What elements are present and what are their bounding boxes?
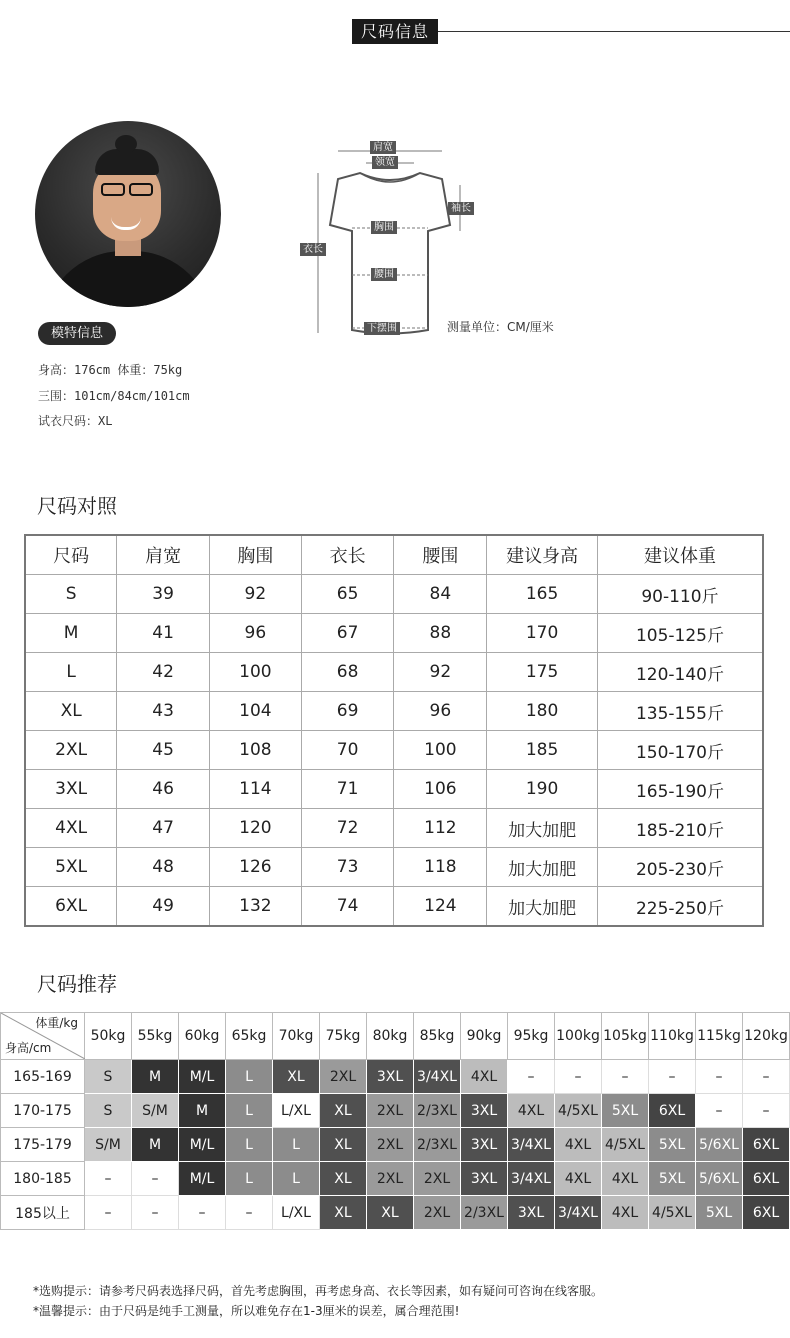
size-chart-cell: 74 [301,887,394,927]
size-chart-cell: 96 [209,614,301,653]
recommend-height-label: 180-185 [1,1162,85,1196]
section-title-size-info: 尺码信息 [352,19,438,44]
recommend-size-cell: 4XL [461,1060,508,1094]
size-chart-cell: 175 [487,653,598,692]
model-measurements: 三围：101cm/84cm/101cm [38,389,190,403]
recommend-size-cell: 4XL [602,1162,649,1196]
recommend-size-cell: 3XL [508,1196,555,1230]
size-chart-header-cell: 胸围 [209,535,301,575]
recommend-size-cell: M [132,1128,179,1162]
recommend-size-cell: XL [320,1128,367,1162]
size-chart-cell: 71 [301,770,394,809]
label-hem: 下摆围 [364,322,400,335]
recommend-size-cell: XL [320,1196,367,1230]
size-chart-cell: 68 [301,653,394,692]
recommend-size-cell: S [85,1060,132,1094]
recommend-size-cell: 2XL [367,1128,414,1162]
corner-weight-label: 体重/kg [35,1016,78,1030]
size-chart-cell: 46 [117,770,210,809]
recommend-weight-header: 85kg [414,1013,461,1060]
size-chart-cell: 67 [301,614,394,653]
label-waist: 腰围 [371,268,397,281]
recommend-weight-header: 115kg [696,1013,743,1060]
recommend-weight-header: 120kg [743,1013,790,1060]
recommend-weight-header: 90kg [461,1013,508,1060]
recommend-size-cell: 3XL [367,1060,414,1094]
recommend-size-cell: 3XL [461,1128,508,1162]
recommend-corner-cell [1,1013,85,1060]
size-chart-cell: 205-230斤 [597,848,763,887]
size-chart-header-row [25,535,763,575]
size-chart-cell: 4XL [25,809,117,848]
recommend-size-cell: XL [320,1162,367,1196]
size-chart-cell: 96 [394,692,487,731]
recommend-size-cell: – [649,1060,696,1094]
recommend-header-row [1,1013,790,1060]
recommend-weight-header: 75kg [320,1013,367,1060]
size-chart-cell: 84 [394,575,487,614]
size-chart-cell: 47 [117,809,210,848]
recommend-row [1,1060,790,1094]
size-chart-cell: 112 [394,809,487,848]
size-chart-cell: 105-125斤 [597,614,763,653]
size-chart-cell: 124 [394,887,487,927]
size-chart-cell: 41 [117,614,210,653]
size-chart-row [25,848,763,887]
recommend-size-cell: – [743,1094,790,1128]
recommend-size-cell: L [226,1060,273,1094]
note-measurement-tip: *温馨提示：由于尺码是纯手工测量，所以难免存在1-3厘米的误差，属合理范围! [33,1304,460,1318]
recommend-size-cell: 4XL [555,1128,602,1162]
size-chart-row [25,731,763,770]
recommend-size-cell: 3/4XL [508,1128,555,1162]
recommend-size-cell: 5/6XL [696,1128,743,1162]
recommend-size-cell: XL [367,1196,414,1230]
recommend-size-cell: 2/3XL [414,1128,461,1162]
recommend-size-cell: 5/6XL [696,1162,743,1196]
size-chart-cell: 100 [209,653,301,692]
recommend-height-label: 175-179 [1,1128,85,1162]
recommend-size-cell: 3/4XL [414,1060,461,1094]
size-chart-row [25,770,763,809]
size-chart-cell: 185 [487,731,598,770]
recommend-row [1,1196,790,1230]
recommend-size-cell: M/L [179,1128,226,1162]
recommend-size-cell: 5XL [602,1094,649,1128]
size-chart-row [25,614,763,653]
label-sleeve: 袖长 [448,202,474,215]
recommend-size-cell: 4/5XL [649,1196,696,1230]
recommend-size-cell: 4XL [602,1196,649,1230]
size-chart-cell: 69 [301,692,394,731]
header-rule [437,31,790,32]
recommend-size-cell: 2/3XL [461,1196,508,1230]
recommend-height-label: 165-169 [1,1060,85,1094]
label-collar: 领宽 [372,156,398,169]
size-chart-cell: 92 [394,653,487,692]
size-chart-cell: 49 [117,887,210,927]
garment-diagram [300,135,480,345]
recommend-size-cell: – [696,1094,743,1128]
size-chart-cell: 185-210斤 [597,809,763,848]
size-recommend-table [0,1012,790,1230]
size-chart-row [25,692,763,731]
size-chart-cell: 150-170斤 [597,731,763,770]
recommend-size-cell: 6XL [743,1162,790,1196]
recommend-size-cell: M [132,1060,179,1094]
recommend-size-cell: 4XL [508,1094,555,1128]
size-chart-cell: 104 [209,692,301,731]
recommend-size-cell: – [85,1162,132,1196]
size-chart-cell: 132 [209,887,301,927]
recommend-weight-header: 110kg [649,1013,696,1060]
size-chart-table [24,534,764,927]
recommend-size-cell: 3XL [461,1162,508,1196]
recommend-size-cell: L/XL [273,1196,320,1230]
size-chart-cell: 42 [117,653,210,692]
recommend-size-cell: 2XL [320,1060,367,1094]
size-chart-cell: 6XL [25,887,117,927]
recommend-size-cell: L [273,1162,320,1196]
size-chart-title: 尺码对照 [37,494,117,518]
size-chart-cell: 70 [301,731,394,770]
recommend-size-cell: XL [320,1094,367,1128]
size-chart-cell: 65 [301,575,394,614]
size-chart-header-cell: 尺码 [25,535,117,575]
size-chart-cell: 120 [209,809,301,848]
size-chart-header-cell: 肩宽 [117,535,210,575]
size-chart-cell: 加大加肥 [487,848,598,887]
size-chart-cell: 加大加肥 [487,809,598,848]
recommend-weight-header: 105kg [602,1013,649,1060]
recommend-size-cell: 6XL [743,1196,790,1230]
recommend-size-cell: 4/5XL [555,1094,602,1128]
recommend-size-cell: – [132,1162,179,1196]
recommend-size-cell: 2/3XL [414,1094,461,1128]
recommend-size-cell: 2XL [367,1162,414,1196]
recommend-height-label: 170-175 [1,1094,85,1128]
label-shoulder: 肩宽 [370,141,396,154]
recommend-size-cell: S/M [85,1128,132,1162]
size-chart-cell: 43 [117,692,210,731]
size-chart-cell: 加大加肥 [487,887,598,927]
size-chart-cell: 92 [209,575,301,614]
recommend-size-cell: 6XL [743,1128,790,1162]
recommend-size-cell: – [602,1060,649,1094]
size-chart-cell: 126 [209,848,301,887]
size-chart-cell: 45 [117,731,210,770]
size-chart-cell: 135-155斤 [597,692,763,731]
size-chart-cell: 39 [117,575,210,614]
label-chest: 胸围 [371,221,397,234]
size-chart-cell: 120-140斤 [597,653,763,692]
recommend-size-cell: L [226,1094,273,1128]
size-chart-cell: 106 [394,770,487,809]
corner-height-label: 身高/cm [5,1041,52,1055]
recommend-size-cell: – [696,1060,743,1094]
size-chart-cell: 190 [487,770,598,809]
size-chart-cell: 3XL [25,770,117,809]
size-chart-cell: 5XL [25,848,117,887]
recommend-weight-header: 70kg [273,1013,320,1060]
recommend-size-cell: 5XL [649,1128,696,1162]
recommend-size-cell: M/L [179,1162,226,1196]
recommend-size-cell: XL [273,1060,320,1094]
size-chart-cell: 180 [487,692,598,731]
recommend-size-cell: – [132,1196,179,1230]
size-chart-cell: 114 [209,770,301,809]
recommend-weight-header: 50kg [85,1013,132,1060]
recommend-size-cell: 3XL [461,1094,508,1128]
recommend-size-cell: 4/5XL [602,1128,649,1162]
recommend-row [1,1162,790,1196]
model-photo [35,121,221,307]
size-chart-cell: 170 [487,614,598,653]
recommend-size-cell: 5XL [649,1162,696,1196]
recommend-weight-header: 65kg [226,1013,273,1060]
recommend-size-cell: – [743,1060,790,1094]
size-chart-cell: 225-250斤 [597,887,763,927]
size-chart-row [25,653,763,692]
recommend-size-cell: 5XL [696,1196,743,1230]
size-chart-header-cell: 建议体重 [597,535,763,575]
recommend-size-cell: L [226,1162,273,1196]
recommend-size-cell: L/XL [273,1094,320,1128]
recommend-size-cell: – [179,1196,226,1230]
recommend-row [1,1094,790,1128]
size-chart-cell: 72 [301,809,394,848]
size-chart-header-cell: 衣长 [301,535,394,575]
size-chart-row [25,887,763,927]
recommend-size-cell: 2XL [414,1196,461,1230]
model-height-weight: 身高：176cm 体重：75kg [38,363,183,377]
recommend-weight-header: 55kg [132,1013,179,1060]
size-recommend-title: 尺码推荐 [37,972,117,996]
recommend-size-cell: 3/4XL [508,1162,555,1196]
note-selection-tip: *选购提示：请参考尺码表选择尺码，首先考虑胸围，再考虑身高、衣长等因素，如有疑问可咨询在线客服。 [33,1284,604,1298]
size-chart-header-cell: 建议身高 [487,535,598,575]
size-chart-cell: 165 [487,575,598,614]
recommend-size-cell: 2XL [367,1094,414,1128]
recommend-size-cell: M [179,1094,226,1128]
recommend-height-label: 185以上 [1,1196,85,1230]
size-chart-cell: XL [25,692,117,731]
recommend-size-cell: 2XL [414,1162,461,1196]
size-chart-row [25,809,763,848]
size-chart-cell: 108 [209,731,301,770]
recommend-size-cell: 6XL [649,1094,696,1128]
recommend-size-cell: L [273,1128,320,1162]
recommend-row [1,1128,790,1162]
recommend-size-cell: S [85,1094,132,1128]
label-length: 衣长 [300,243,326,256]
size-chart-cell: 90-110斤 [597,575,763,614]
recommend-weight-header: 100kg [555,1013,602,1060]
size-chart-cell: 2XL [25,731,117,770]
recommend-size-cell: 3/4XL [555,1196,602,1230]
recommend-weight-header: 80kg [367,1013,414,1060]
recommend-size-cell: – [508,1060,555,1094]
measurement-unit: 测量单位：CM/厘米 [447,320,554,334]
size-chart-cell: 118 [394,848,487,887]
model-tried-size: 试衣尺码：XL [38,414,113,428]
model-info-badge: 模特信息 [38,322,116,345]
recommend-size-cell: – [555,1060,602,1094]
size-chart-cell: 88 [394,614,487,653]
size-chart-header-cell: 腰围 [394,535,487,575]
recommend-size-cell: L [226,1128,273,1162]
size-chart-cell: 100 [394,731,487,770]
size-chart-cell: M [25,614,117,653]
size-chart-cell: 48 [117,848,210,887]
recommend-size-cell: S/M [132,1094,179,1128]
recommend-size-cell: 4XL [555,1162,602,1196]
recommend-weight-header: 95kg [508,1013,555,1060]
recommend-size-cell: – [226,1196,273,1230]
size-chart-cell: 73 [301,848,394,887]
size-chart-cell: L [25,653,117,692]
size-chart-cell: 165-190斤 [597,770,763,809]
size-chart-row [25,575,763,614]
recommend-size-cell: – [85,1196,132,1230]
size-chart-cell: S [25,575,117,614]
recommend-weight-header: 60kg [179,1013,226,1060]
recommend-size-cell: M/L [179,1060,226,1094]
